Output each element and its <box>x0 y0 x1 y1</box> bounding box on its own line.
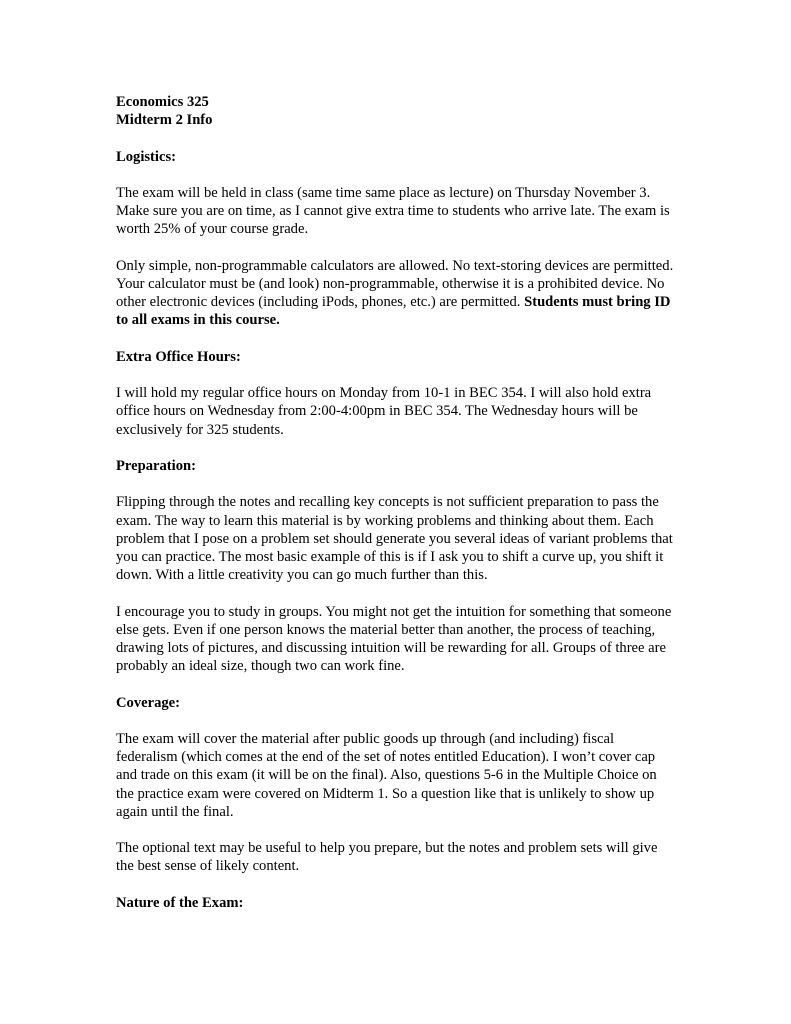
office-hours-paragraph: I will hold my regular office hours on Monday from 10-1 in BEC 354. I will also hold extra office hours on Wednesday from 2:00-4:00pm in BEC 354. The Wednesday hours will be exclusively for 325 students. <box>116 385 652 438</box>
logistics-paragraph-2-text: Only simple, non-programmable calculators are allowed. No text-storing devices are permitted. Your calculator must be (and look) non-programmable, otherwise it is a prohibited device. No other electronic devices (including iPods, phones, etc.) are permitted. <box>116 257 674 311</box>
document-subtitle: Midterm 2 Info <box>116 112 213 129</box>
document-page <box>116 93 676 930</box>
coverage-heading: Coverage: <box>116 694 181 711</box>
coverage-paragraph-1: The exam will cover the material after public goods up through (and including) fiscal federalism (which comes at the end of the set of notes entitled Education). I won’t cover cap and trade on this exam (it will be on the final). Also, questions 5-6 in the Multiple Choice on the practice exam were covered on Midterm 1. So a question like that is unlikely to show up again until the final. <box>116 730 657 820</box>
nature-heading: Nature of the Exam: <box>116 894 244 911</box>
preparation-heading: Preparation: <box>116 457 196 474</box>
preparation-paragraph-2: I encourage you to study in groups. You might not get the intuition for something that someone else gets. Even if one person knows the material better than another, the process of teaching, drawing lots of pictures, and discussing intuition will be rewarding for all. Groups of three are probably an ideal size, though two can work fine. <box>116 603 672 675</box>
coverage-paragraph-2: The optional text may be useful to help you prepare, but the notes and problem sets will give the best sense of likely content. <box>116 840 658 875</box>
id-requirement-notice: Students must bring ID to all exams in this course. <box>116 294 671 329</box>
course-title: Economics 325 <box>116 94 209 110</box>
logistics-paragraph-1: The exam will be held in class (same time same place as lecture) on Thursday November 3. Make sure you are on time, as I cannot give extra time to students who arrive late. The exam is worth 25% of your course grade. <box>116 184 670 238</box>
logistics-heading: Logistics: <box>116 148 176 165</box>
office-hours-heading: Extra Office Hours: <box>116 348 241 365</box>
logistics-paragraph-2 <box>116 257 676 330</box>
preparation-paragraph-1: Flipping through the notes and recalling key concepts is not sufficient preparation to pass the exam. The way to learn this material is by working problems and thinking about them. Each problem that I pose on a problem set should generate you several ideas of variant problems that you can practice. The most basic example of this is if I ask you to shift a curve up, you shift it down. With a little creativity you can go much further than this. <box>116 494 673 584</box>
